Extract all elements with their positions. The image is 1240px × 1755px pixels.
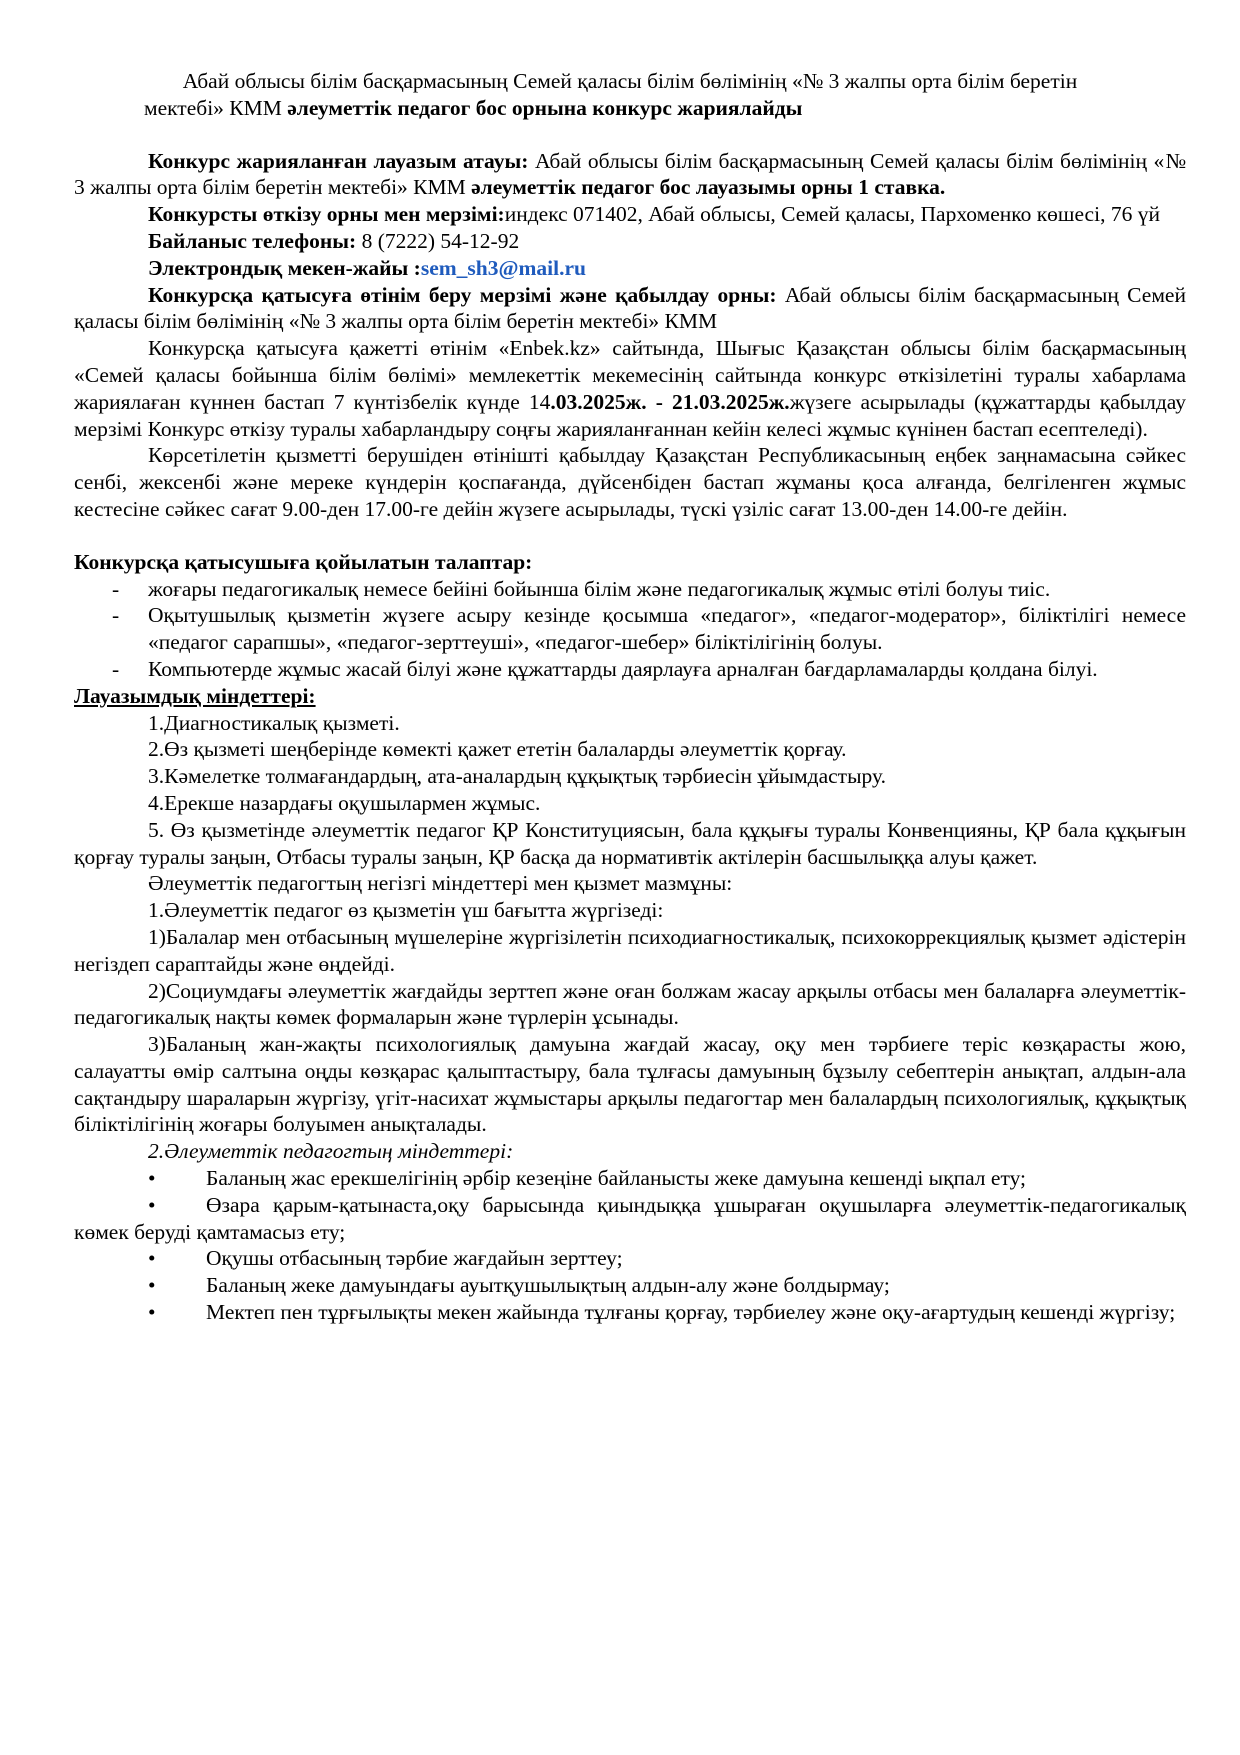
email-link[interactable]: sem_sh3@mail.ru [420, 255, 586, 280]
duty-3: 3.Кәмелетке толмағандардың, ата-аналардың құқықтық тәрбиесін ұйымдастыру. [148, 764, 886, 789]
main-duty-1-2: 2)Социумдағы әлеуметтік жағдайды зерттеп және оған болжам жасау арқылы отбасы мен балаларға әлеуметтік- педагогикалық нақты көмек формаларын және түрлерін ұсынады. [74, 978, 1186, 1030]
schedule-paragraph: Көрсетілетін қызметті берушіден өтінішті қабылдау Қазақстан Республикасының еңбек заңнамасына сәйкес сенбі, жексенбі және мереке күндерін қоспағанда, дүйсенбіден бастап жұманы қоса алғанда, белгіленген жұмыс кестесіне сәйкес сағат 9.00-ден 17.00-ге дейін жүзеге асырылады, түскі үзіліс сағат 13.00-ден 14.00-ге дейін. [74, 443, 1186, 521]
list-item: - Компьютерде жұмыс жасай білуі және құжаттарды даярлауға арналған бағдарламаларды қолдана білуі. [112, 656, 1098, 681]
main-duty-1-1: 1)Балалар мен отбасының мүшелеріне жүргізілетін психодиагностикалық, психокоррекциялық қызмет әдістерін негіздеп сараптайды және өңдейді. [74, 924, 1186, 976]
main-duty-1-3: 3)Баланың жан-жақты психологиялық дамуына жағдай жасау, оқу мен тәрбиеге теріс көзқарасты жою, салауатты өмір салтына оңды көзқарас қалыптастыру, бала тұлғасы дамуының бұзылу себептерін анықтап, алдын-ала сақтандыру шараларын жүргізу, үгіт-насихат жұмыстары арқылы педагогтар мен балалардың психологиялық, құқықтық біліктілігінің жоғары болуымен анықталады. [74, 1032, 1186, 1137]
main-duty-1: 1.Әлеуметтік педагог өз қызметін үш бағытта жүргізеді: [148, 898, 664, 923]
list-item: • Баланың жас ерекшелігінің әрбір кезеңіне байланысты жеке дамуына кешенді ықпал ету; [148, 1166, 1027, 1191]
list-item: - жоғары педагогикалық немесе бейіні бойынша білім және педагогикалық жұмыс өтілі болуы тиіс. [112, 576, 1051, 601]
phone-line: Байланыс телефоны: 8 (7222) 54-12-92 [148, 228, 520, 253]
email-line: Электрондық мекен-жайы :sem_sh3@mail.ru [148, 255, 586, 280]
duty-4: 4.Ерекше назардағы оқушылармен жұмыс. [148, 790, 541, 815]
duty-1: 1.Диагностикалық қызметі. [148, 710, 400, 735]
position-paragraph: Конкурс жарияланған лауазым атауы: Абай облысы білім басқармасының Семей қаласы білім бөлімінің «№ 3 жалпы орта білім беретін мектебі» КММ әлеуметтік педагог бос лауазымы орны 1 ставка. [74, 148, 1186, 200]
main-duty-2: 2.Әлеуметтік педагогтың міндеттері: [148, 1139, 514, 1164]
header-line2: мектебі» КММ әлеуметтік педагог бос орнына конкурс жариялайды [144, 95, 803, 120]
list-item: • Оқушы отбасының тәрбие жағдайын зерттеу; [148, 1246, 623, 1271]
venue-paragraph: Конкурсты өткізу орны мен мерзімі:индекс 071402, Абай облысы, Семей қаласы, Пархоменко көшесі, 76 үй [148, 202, 1160, 227]
list-item: • Өзара қарым-қатынаста,оқу барысында қиындыққа ұшыраған оқушыларға әлеуметтік-педагогикалық көмек беруді қамтамасыз ету; [74, 1192, 1186, 1244]
list-item: - Оқытушылық қызметін жүзеге асыру кезінде қосымша «педагог», «педагог-модератор», біліктілігі немесе «педагог сарапшы», «педагог-зерттеуші», «педагог-шебер» біліктілігінің болуы. [112, 603, 1186, 655]
main-duties-intro: Әлеуметтік педагогтың негізгі міндеттері мен қызмет мазмұны: [148, 871, 733, 896]
list-item: • Мектеп пен тұрғылықты мекен жайында тұлғаны қорғау, тәрбиелеу және оқу-ағартудың кешенді жүргізу; [148, 1300, 1176, 1325]
duties-heading: Лауазымдық міндеттері: [74, 683, 316, 708]
document-page [74, 68, 1186, 1326]
application-paragraph: Конкурсқа қатысуға өтінім беру мерзімі және қабылдау орны: Абай облысы білім басқармасының Семей қаласы білім бөлімінің «№ 3 жалпы орта білім беретін мектебі» КММ [74, 282, 1186, 334]
duty-2: 2.Өз қызметі шеңберінде көмекті қажет ететін балаларды әлеуметтік қорғау. [148, 737, 847, 762]
deadline-paragraph: Конкурсқа қатысуға қажетті өтінім «Enbek.kz» сайтында, Шығыс Қазақстан облысы білім басқармасының «Семей қаласы бойынша білім бөлімі» мемлекеттік мекемесінің сайтында конкурс өткізілетіні туралы хабарлама жариялаған күннен бастап 7 күнтізбелік күнде 14.03.2025ж. - 21.03.2025ж.жүзеге асырылады (құжаттарды қабылдау мерзімі Конкурс өткізу туралы хабарландыру соңғы жарияланғаннан кейін келесі жұмыс күнінен бастап есептеледі). [74, 336, 1186, 441]
duty-5: 5. Өз қызметінде әлеуметтік педагог ҚР Конституциясын, бала құқығы туралы Конвенцияны, ҚР бала құқығын қорғау туралы заңын, Отбасы туралы заңын, ҚР басқа да нормативтік актілерін басшылыққа алуы қажет. [74, 817, 1186, 869]
list-item: • Баланың жеке дамуындағы ауытқушылықтың алдын-алу және болдырмау; [148, 1273, 890, 1298]
header-line1: Абай облысы білім басқармасының Семей қаласы білім бөлімінің «№ 3 жалпы орта білім беретін [182, 69, 1078, 93]
requirements-heading: Конкурсқа қатысушыға қойылатын талаптар: [74, 549, 533, 574]
